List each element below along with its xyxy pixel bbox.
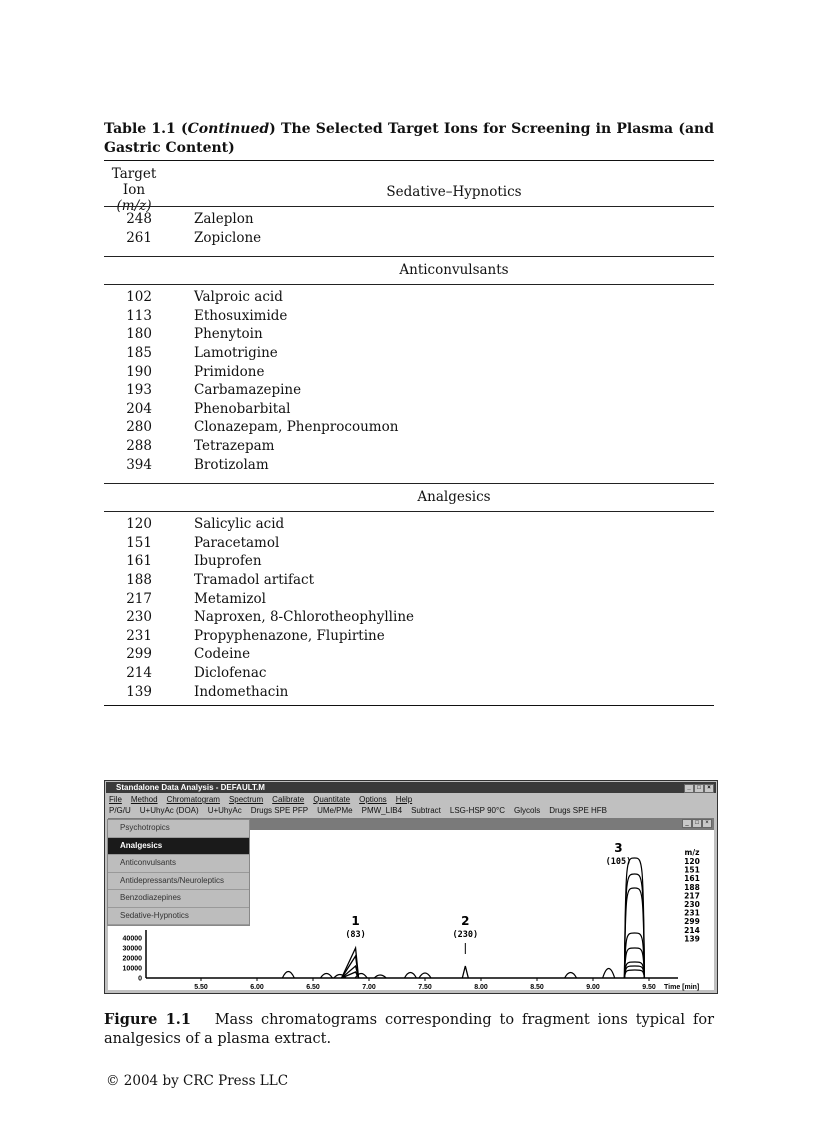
section-rule	[104, 483, 714, 484]
compound-name: Zaleplon	[194, 211, 254, 227]
y-tick-label: 30000	[122, 945, 142, 953]
x-tick-label: 5.50	[194, 984, 208, 991]
toolbar-button[interactable]: UMe/PMe	[317, 806, 353, 815]
compound-name: Metamizol	[194, 590, 266, 607]
x-tick-label: 6.50	[306, 984, 320, 991]
legend-entry: 120	[684, 857, 700, 866]
target-ion: 139	[126, 683, 152, 700]
minor-peak	[603, 969, 615, 979]
table-row	[104, 516, 714, 534]
legend-entry: 299	[684, 917, 700, 927]
target-ion: 288	[126, 438, 152, 454]
table-row	[104, 364, 714, 382]
menu-options[interactable]: Options	[359, 795, 387, 804]
table-row	[104, 230, 714, 248]
figure-caption: Figure 1.1 Mass chromatograms corresponding to fragment ions typical for analgesics of a plasma extract.	[104, 1011, 715, 1047]
minor-peak	[565, 973, 577, 979]
legend-entry: 139	[684, 934, 700, 944]
target-ion: 188	[126, 572, 152, 588]
peak-trace	[624, 970, 644, 978]
peak-trace	[462, 966, 468, 978]
table-row	[104, 345, 714, 363]
toolbar-button[interactable]: PMW_LIB4	[361, 806, 403, 815]
legend-entry: 161	[684, 874, 700, 884]
target-ion: 217	[126, 590, 152, 607]
close-icon[interactable]: ×	[702, 819, 712, 828]
menu-method[interactable]: Method	[130, 795, 158, 804]
toolbar-button[interactable]: Glycols	[513, 806, 541, 815]
section-rule	[104, 206, 714, 207]
table-row	[104, 628, 714, 646]
target-ion: 280	[126, 419, 152, 436]
dropdown-item-antidepressants-neuroleptics[interactable]: Antidepressants/Neuroleptics	[108, 873, 249, 891]
peak-ion-label: (83)	[345, 930, 366, 940]
peak-label: 3	[614, 841, 623, 855]
compound-name: Salicylic acid	[194, 516, 285, 533]
method-toolbar	[109, 805, 616, 817]
compound-name: Tetrazepam	[194, 438, 275, 454]
menu-file[interactable]: File	[109, 795, 122, 804]
compound-name: Naproxen, 8-Chlorotheophylline	[194, 609, 415, 626]
target-ion: 230	[126, 609, 152, 626]
toolbar-button[interactable]: P/G/U	[109, 806, 131, 815]
compound-name: Tramadol artifact	[194, 572, 315, 588]
compound-name: Phenobarbital	[194, 400, 291, 417]
menu-bar	[109, 794, 421, 805]
section-title: Analgesics	[417, 489, 491, 506]
dropdown-item-anticonvulsants[interactable]: Anticonvulsants	[108, 855, 249, 873]
minimize-icon[interactable]: _	[684, 784, 694, 793]
target-ion: 190	[126, 363, 152, 380]
compound-name: Lamotrigine	[194, 345, 278, 361]
legend-title: m/z	[684, 848, 700, 857]
section-rule	[104, 256, 714, 257]
table-row	[104, 535, 714, 553]
target-ion: 231	[126, 627, 152, 644]
compound-name: Ibuprofen	[194, 553, 262, 570]
y-tick-label: 20000	[122, 955, 142, 963]
legend-entry: 188	[684, 882, 700, 892]
dropdown-item-psychotropics[interactable]: Psychotropics	[108, 820, 249, 838]
table-row	[104, 646, 714, 664]
y-tick-label: 0	[138, 975, 142, 983]
target-ion: 214	[126, 665, 152, 681]
target-ion: 185	[126, 345, 152, 361]
minor-peak	[404, 973, 416, 979]
close-icon[interactable]: ×	[704, 784, 714, 793]
table-row	[104, 609, 714, 627]
table-row	[104, 211, 714, 229]
table-row	[104, 326, 714, 344]
compound-name: Codeine	[194, 646, 251, 663]
target-ion: 161	[126, 553, 152, 570]
maximize-icon[interactable]: □	[694, 784, 704, 793]
x-tick-label: 7.00	[362, 984, 376, 991]
compound-name: Diclofenac	[194, 665, 267, 681]
table-row	[104, 308, 714, 326]
table-row	[104, 684, 714, 702]
x-tick-label: 8.50	[530, 984, 544, 991]
peak-label: 2	[461, 914, 470, 928]
compound-name: Carbamazepine	[194, 382, 302, 399]
section-rule	[104, 284, 714, 285]
legend-entry: 230	[684, 900, 700, 909]
minor-peak	[282, 972, 294, 979]
table-row	[104, 419, 714, 437]
toolbar-button[interactable]: U+UhyAc (DOA)	[139, 806, 199, 815]
y-tick-label: 40000	[122, 935, 142, 943]
menu-help[interactable]: Help	[395, 795, 413, 804]
target-ion: 204	[126, 400, 152, 417]
toolbar-button[interactable]: LSG-HSP 90°C	[449, 806, 505, 815]
x-tick-label: 9.00	[586, 984, 600, 991]
x-tick-label: 7.50	[418, 984, 432, 991]
table-row	[104, 591, 714, 609]
menu-spectrum[interactable]: Spectrum	[228, 795, 264, 804]
toolbar-button[interactable]: U+UhyAc	[207, 806, 242, 815]
menu-chromatogram[interactable]: Chromatogram	[166, 795, 220, 804]
compound-name: Valproic acid	[194, 289, 283, 306]
legend-entry: 151	[684, 865, 700, 875]
peak-ion-label: (105)	[605, 857, 632, 867]
target-ion: 299	[126, 646, 152, 663]
compound-name: Ethosuximide	[194, 307, 288, 324]
table-row	[104, 382, 714, 400]
table-row	[104, 401, 714, 419]
section-title: Sedative–Hypnotics	[386, 184, 522, 200]
compound-name: Phenytoin	[194, 326, 263, 343]
peak-trace	[624, 966, 644, 978]
compound-name: Brotizolam	[194, 456, 269, 473]
compound-name: Clonazepam, Phenprocoumon	[194, 419, 399, 436]
table-row	[104, 457, 714, 475]
dropdown-item-benzodiazepines[interactable]: Benzodiazepines	[108, 890, 249, 908]
software-screenshot	[104, 780, 718, 994]
window-title-bar: Standalone Data Analysis - DEFAULT.M _ □ ×	[106, 782, 716, 793]
col-header-ion: Target Ion (m/z)	[111, 166, 157, 214]
table-row	[104, 553, 714, 571]
target-ion: 248	[126, 211, 152, 227]
target-ion: 394	[126, 456, 152, 473]
compound-name: Primidone	[194, 363, 265, 380]
target-ion: 151	[126, 534, 152, 551]
section-rule	[104, 511, 714, 512]
x-tick-label: 6.00	[250, 984, 264, 991]
table-caption: Table 1.1 (Continued) The Selected Target Ions for Screening in Plasma (and Gastric Content)	[104, 121, 714, 156]
maximize-icon[interactable]: □	[692, 819, 702, 828]
legend-entry: 231	[684, 908, 700, 918]
target-ion: 193	[126, 382, 152, 399]
target-ion: 180	[126, 326, 152, 343]
y-tick-label: 10000	[122, 965, 142, 973]
target-ion: 102	[126, 289, 152, 306]
minimize-icon[interactable]: _	[682, 819, 692, 828]
x-tick-label: 9.50	[642, 984, 656, 991]
legend-entry: 214	[684, 925, 700, 935]
legend-entry: 217	[684, 891, 700, 901]
peak-trace	[624, 858, 644, 978]
section-title: Anticonvulsants	[399, 262, 509, 279]
x-tick-label: 8.00	[474, 984, 488, 991]
dropdown-item-sedative-hypnotics[interactable]: Sedative-Hypnotics	[108, 908, 249, 926]
target-ion: 261	[126, 229, 152, 246]
table-row	[104, 572, 714, 590]
target-ion: 113	[126, 307, 152, 324]
toolbar-button[interactable]: Drugs SPE HFB	[549, 806, 607, 815]
table-row	[104, 289, 714, 307]
toolbar-button[interactable]: Subtract	[411, 806, 441, 815]
table-top-rule	[104, 160, 714, 161]
copyright: © 2004 by CRC Press LLC	[106, 1073, 289, 1089]
table-bottom-rule	[104, 705, 714, 706]
compound-name: Zopiclone	[194, 229, 262, 246]
dropdown-item-analgesics[interactable]: Analgesics	[108, 838, 249, 856]
peak-label: 1	[351, 914, 360, 928]
table-row	[104, 438, 714, 456]
compound-name: Propyphenazone, Flupirtine	[194, 627, 385, 644]
x-axis-label: Time [min]	[664, 984, 700, 991]
toolbar-button[interactable]: Drugs SPE PFP	[250, 806, 309, 815]
target-ion: 120	[126, 516, 152, 533]
menu-quantitate[interactable]: Quantitate	[313, 795, 351, 804]
peak-ion-label: (230)	[452, 930, 479, 940]
compound-name: Paracetamol	[194, 534, 280, 551]
menu-calibrate[interactable]: Calibrate	[272, 795, 305, 804]
compound-name: Indomethacin	[194, 683, 289, 700]
table-row	[104, 665, 714, 683]
category-dropdown-menu	[107, 819, 250, 926]
